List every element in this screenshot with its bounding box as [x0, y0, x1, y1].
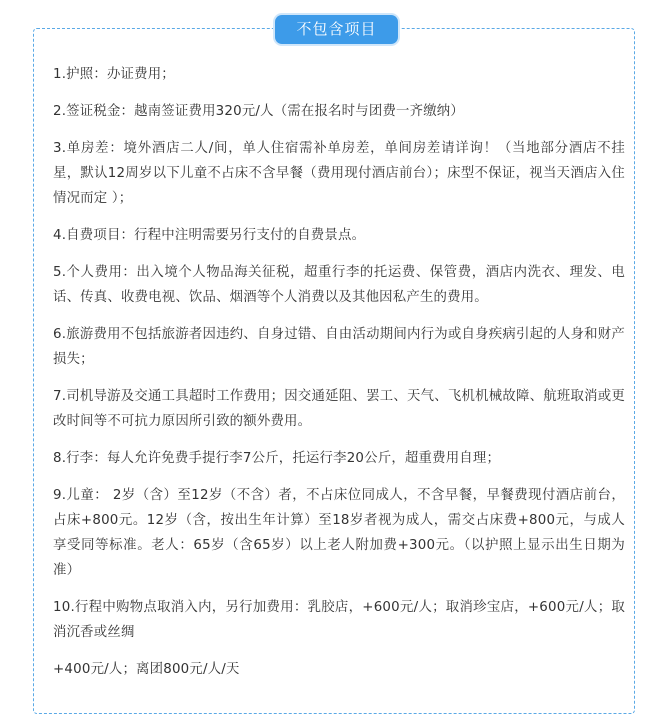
list-item-visa: 2.签证税金：越南签证费用320元/人（需在报名时与团费一齐缴纳） [53, 104, 464, 119]
list-item-shopping: 10.行程中购物点取消入内，另行加费用：乳胶店，+600元/人；取消珍宝店，+600元/人；取消沉香或丝绸 [53, 600, 625, 640]
list-item-personal-expenses: 5.个人费用：出入境个人物品海关征税，超重行李的托运费、保管费，酒店内洗衣、理发、电话、传真、收费电视、饮品、烟酒等个人消费以及其他因私产生的费用。 [53, 265, 625, 305]
list-item-overtime: 7.司机导游及交通工具超时工作费用；因交通延阻、罢工、天气、飞机机械故障、航班取消或更改时间等不可抗力原因所引致的额外费用。 [53, 389, 625, 429]
list-item-shopping-continued: +400元/人；离团800元/人/天 [53, 662, 240, 677]
list-item-optional-tours: 4.自费项目：行程中注明需要另行支付的自费景点。 [53, 228, 366, 243]
section-title-badge: 不包含项目 [275, 15, 398, 44]
list-item-children: 9.儿童： 2岁（含）至12岁（不含）者，不占床位同成人，不含早餐，早餐费现付酒店前台，占床+800元。12岁（含，按出生年计算）至18岁者视为成人，需交占床费+800元，与成人享受同等标准。老人：65岁（含65岁）以上老人附加费+300元。（以护照上显示出生日期为准） [53, 488, 625, 578]
list-item-liability: 6.旅游费用不包括旅游者因违约、自身过错、自由活动期间内行为或自身疾病引起的人身和财产损失； [53, 327, 625, 367]
list-item-single-room: 3.单房差：境外酒店二人/间，单人住宿需补单房差，单间房差请详询！（当地部分酒店不挂星，默认12周岁以下儿童不占床不含早餐（费用现付酒店前台）；床型不保证，视当天酒店入住情况而定 ）； [53, 141, 625, 206]
list-item-passport: 1.护照：办证费用； [53, 67, 175, 82]
list-item-luggage: 8.行李：每人允许免费手提行李7公斤，托运行李20公斤，超重费用自理； [53, 451, 501, 466]
exclusions-list [53, 62, 625, 694]
